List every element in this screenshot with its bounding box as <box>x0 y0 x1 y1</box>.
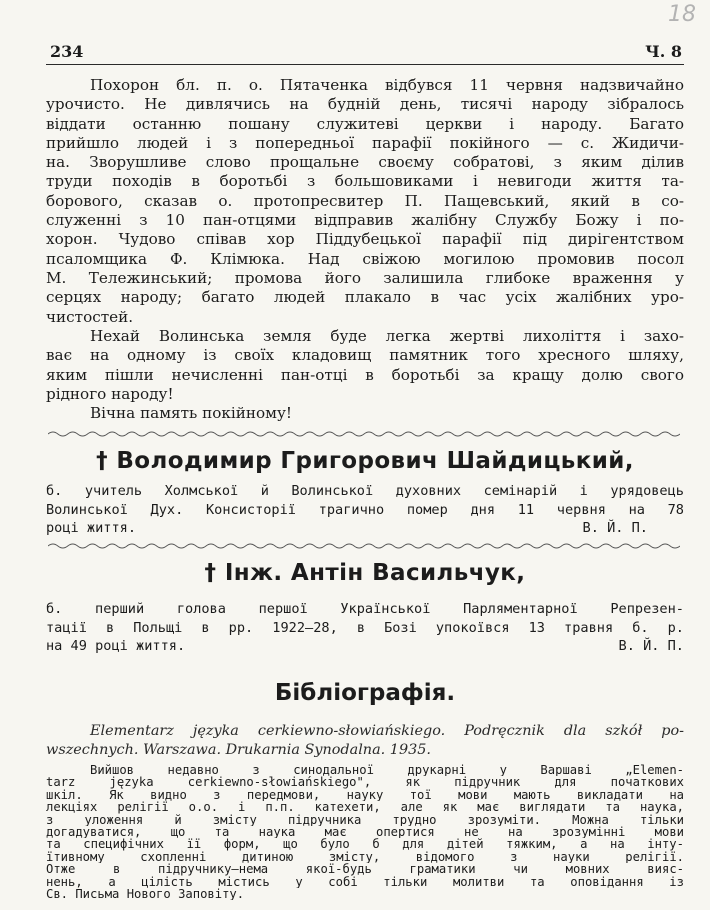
text-line: рідного народу! <box>46 384 174 403</box>
text-line: нень, а цілість містись у собі тільки молитви та оповідання із <box>46 875 684 889</box>
wavy-divider <box>48 542 680 550</box>
text-line: на. Зворушливе слово прощальне своєму собратові, з яким ділив <box>46 153 684 172</box>
text-line: ває на одному із своїх кладовищ памятник того хресного шляху, <box>46 346 684 365</box>
text-line: хорон. Чудово співав хор Піддубецької парафії під дирігентством <box>46 230 684 249</box>
text-line: Вічна память покійному! <box>90 404 292 422</box>
text-line: та специфічних її форм, що було б для дітей тяжким, а на інту- <box>46 838 684 851</box>
obituary-title: † Інж. Антін Васильчук, <box>204 560 526 586</box>
text-line: служенні з 10 пан-отцями відправив жалібну Службу Божу і по- <box>46 211 684 230</box>
wish-paragraph <box>46 327 684 404</box>
text-line: псаломщика Ф. Клімюка. Над свіжою могилою промовив посол <box>46 249 684 268</box>
text-line: серцях народу; багато людей плакало в час усіх жалібних уро- <box>46 288 684 307</box>
text-line: Отже в підручнику—нема якої-будь граматики чи мовних вияс- <box>46 863 684 876</box>
obituary-title: † Володимир Григорович Шайдицький, <box>96 448 634 474</box>
header-rule <box>46 64 684 65</box>
text-line: Похорон бл. п. о. Пятаченка відбувся 11 червня надзвичайно <box>90 76 684 94</box>
text-line: Св. Письма Нового Заповіту. <box>46 888 245 901</box>
section-title: Бібліографія. <box>274 680 456 706</box>
text-line: на 49 році життя. <box>46 638 186 654</box>
text-line: тації в Польщі в рр. 1922—28, в Бозі упокоївся 13 травня б. р. <box>46 619 684 636</box>
text-line: яким пішли нечисленні пан-отці в боротьбі за кращу долю свого <box>46 365 684 384</box>
part-number: Ч. 8 <box>645 42 682 61</box>
wavy-divider <box>48 430 680 438</box>
obituary-text <box>46 482 684 538</box>
text-line: віддати останню пошану служитеві церкви і народу. Багато <box>46 114 684 133</box>
obituary-text <box>46 600 684 656</box>
signature: В. Й. П. <box>582 520 648 536</box>
text-line: догадуватися, що та наука має опертися не на зрозумінні мови <box>46 826 684 839</box>
handwritten-annotation: 18 <box>668 2 696 27</box>
text-line: прийшло людей і з попередньої парафії покійного — с. Жидичи- <box>46 133 684 152</box>
text-line: лекціях релігії о.о. і п.п. катехети, але як має виглядати та наука, <box>46 801 684 814</box>
text-line: Вийшов недавно з синодальної друкарні у Варшаві „Elemen- <box>90 764 684 777</box>
page-number: 234 <box>50 42 84 61</box>
text-line: tarz języka cerkiewno-słowiańskiego", як підручник для початкових <box>46 776 684 789</box>
text-line: М. Тележинський; промова його залишила глибоке враження у <box>46 268 684 287</box>
text-line: б. учитель Холмської й Волинської духовних семінарій і урядовець <box>46 483 684 499</box>
text-line: Нехай Волинська земля буде легка жертві лихоліття і захо- <box>90 327 684 345</box>
memory-line <box>90 404 684 423</box>
text-line: році життя. <box>46 520 137 536</box>
text-line: wszechnych. Warszawa. Drukarnia Synodalna. 1935. <box>46 742 431 758</box>
text-line: їтивному схопленні дитиною змісту, відомого з науки релігії. <box>46 850 684 864</box>
text-line: борового, сказав о. протопресвитер П. Пащевський, який в со- <box>46 191 684 210</box>
text-line: з уложення й змісту підручника трудно зрозуміти. Можна тільки <box>46 813 684 827</box>
text-line: урочисто. Не дивлячись на будній день, тисячі народу зібралось <box>46 95 684 114</box>
text-line: б. перший голова першої Української Парляментарної Репрезен- <box>46 601 684 617</box>
text-line: Волинської Дух. Консисторії трагично помер дня 11 червня на 78 <box>46 501 684 518</box>
funeral-paragraph <box>46 76 684 327</box>
text-line: чистостей. <box>46 307 134 326</box>
text-line: шкіл. Як видно з передмови, науку тої мови мають викладати на <box>46 788 684 802</box>
signature: В. Й. П. <box>618 638 684 654</box>
text-line: труди походів в боротьбі з большовиками і невигоди життя та- <box>46 172 684 191</box>
text-line: Elementarz języka cerkiewno-słowiańskiego. Podręcznik dla szkół po- <box>90 723 684 739</box>
review-paragraph <box>46 764 684 900</box>
bibliographic-reference <box>46 722 684 760</box>
